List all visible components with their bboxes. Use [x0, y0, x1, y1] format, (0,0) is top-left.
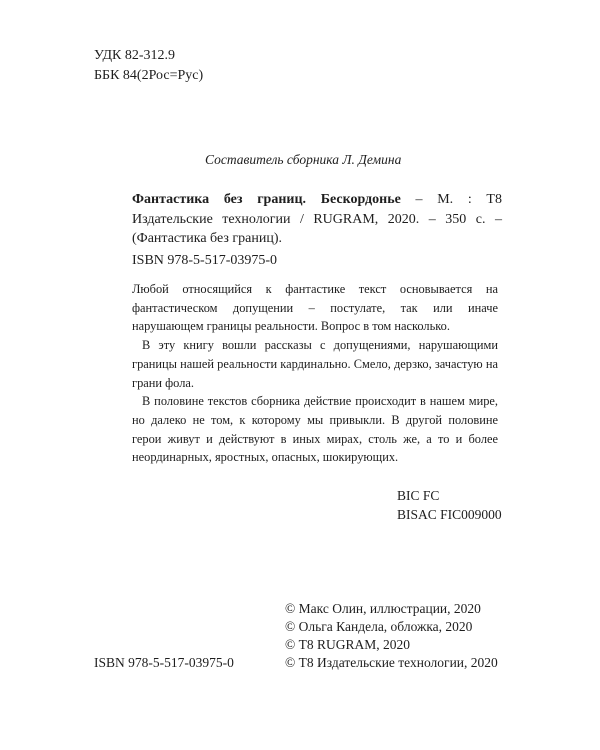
- annotation-paragraph-2: В эту книгу вошли рассказы с допущениями, нарушающими границы нашей реальности кардинально. Смело, дерзко, зачастую на грани фола.: [132, 338, 498, 390]
- annotation: [132, 280, 498, 467]
- copyright-t8: © Т8 Издательские технологии, 2020: [285, 655, 498, 670]
- copyright-illustrations: © Макс Олин, иллюстрации, 2020: [285, 601, 481, 616]
- annotation-paragraph-1: Любой относящийся к фантастике текст основывается на фантастическом допущении – постулате, так или иначе нарушающем границы реальности. Вопрос в том насколько.: [132, 282, 498, 334]
- annotation-paragraph-3: В половине текстов сборника действие происходит в нашем мире, но далеко не том, к которому мы привыкли. В другой половине герои живут и действуют в иных мирах, столь же, а то и более неординарных, яростных, опасных, шокирующих.: [132, 394, 498, 465]
- isbn-top: ISBN 978-5-517-03975-0: [132, 253, 278, 268]
- bbk-code: ББК 84(2Рос=Рус): [94, 68, 204, 83]
- bibliographic-record: [132, 190, 502, 249]
- isbn-bottom: ISBN 978-5-517-03975-0: [94, 655, 234, 670]
- copyright-cover: © Ольга Кандела, обложка, 2020: [285, 619, 473, 634]
- bic-code: BIC FC: [397, 488, 440, 503]
- publication-details: – М. : Т8 Издательские технологии / RUGRAM, 2020. – 350 с. – (Фантастика без границ).: [132, 192, 502, 246]
- compiler-credit: Составитель сборника Л. Демина: [205, 152, 402, 167]
- udk-code: УДК 82-312.9: [94, 48, 176, 63]
- bisac-code: BISAC FIC009000: [397, 507, 502, 522]
- copyright-rugram: © Т8 RUGRAM, 2020: [285, 637, 411, 652]
- book-title: Фантастика без границ. Бескордонье: [132, 192, 401, 207]
